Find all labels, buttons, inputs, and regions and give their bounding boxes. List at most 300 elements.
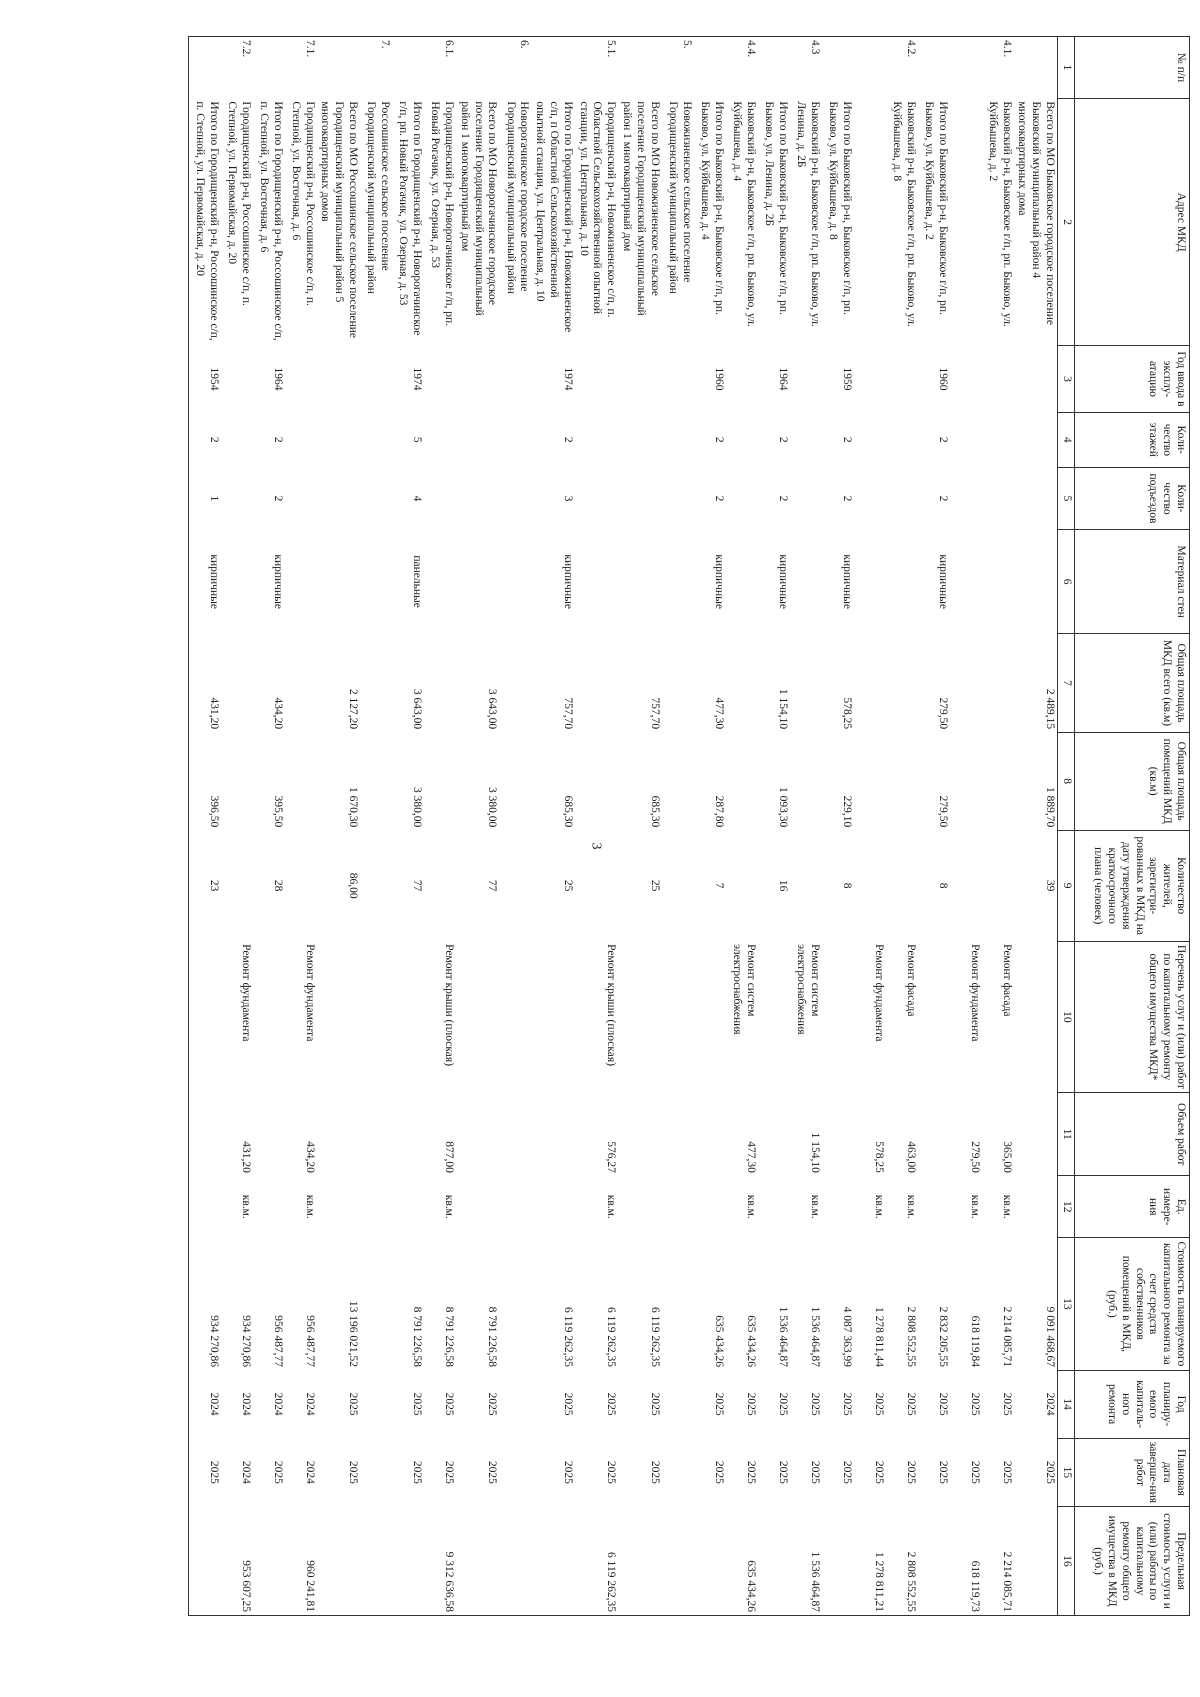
column-number: 6: [1058, 529, 1075, 634]
table-cell: кв.м.: [872, 1194, 885, 1219]
table-cell: 2025: [840, 1460, 853, 1484]
column-header: Количество жителей, зарегистри-рованных в МКД на дату утверждения краткосрочного плана (человек): [1075, 830, 1190, 941]
table-cell: 956 487,77: [303, 1315, 316, 1367]
header-row: [1075, 37, 1190, 1616]
table-cell: 2025: [712, 1392, 725, 1416]
table-cell: [726, 468, 758, 530]
table-cell: Ремонт фундамента: [872, 944, 885, 1042]
table-row: [726, 37, 758, 1616]
table-cell: [950, 346, 982, 412]
table-cell: Итого по Быковский р-н, Быковское г/п, рп. Быково, ул. Куйбышева, д. 2: [922, 101, 949, 315]
table-cell: [790, 634, 822, 732]
table-cell: [982, 732, 1014, 830]
table-cell: [499, 941, 531, 1092]
column-number: 8: [1058, 732, 1075, 830]
table-cell: [982, 346, 1014, 412]
table-cell: [1014, 1507, 1058, 1616]
table-cell: 1964: [271, 367, 284, 391]
table-cell: кирпичные: [936, 554, 949, 609]
table-cell: [531, 37, 574, 99]
table-row: [854, 37, 886, 1616]
table-cell: 4: [411, 495, 424, 502]
table-cell: [221, 412, 253, 467]
table-cell: 2025: [936, 1460, 949, 1484]
table-cell: 463,00: [904, 1141, 917, 1173]
table-cell: 2: [271, 436, 284, 443]
table-row: [221, 37, 253, 1616]
table-cell: [499, 732, 531, 830]
table-cell: 25: [561, 879, 574, 892]
table-cell: [424, 468, 456, 530]
table-cell: [618, 346, 661, 412]
table-cell: [456, 412, 499, 467]
table-cell: [253, 1176, 285, 1238]
table-cell: 2025: [411, 1392, 424, 1416]
table-cell: кирпичные: [712, 554, 725, 609]
table-cell: [726, 529, 758, 634]
column-header: Плановая дата заверше-ния работ: [1075, 1438, 1190, 1506]
table-cell: 279,50: [968, 1141, 981, 1173]
table-cell: [531, 941, 574, 1092]
table-cell: [1014, 529, 1058, 634]
table-cell: [456, 1507, 499, 1616]
table-cell: [499, 1093, 531, 1176]
table-cell: [886, 412, 918, 467]
table-row: [618, 37, 661, 1616]
table-cell: [392, 37, 424, 99]
table-cell: [499, 1370, 531, 1438]
table-cell: [1014, 941, 1058, 1092]
table-cell: кв.м.: [443, 1194, 456, 1219]
table-cell: 2025: [188, 1438, 221, 1506]
table-cell: [456, 529, 499, 634]
table-cell: [360, 346, 392, 412]
table-cell: [854, 412, 886, 467]
table-cell: 2 489,15: [1044, 688, 1056, 730]
table-cell: 1 154,10: [776, 688, 789, 730]
table-cell: [886, 346, 918, 412]
table-cell: 3 643,00: [486, 688, 499, 730]
table-cell: Ремонт крыши (плоская): [443, 944, 456, 1067]
table-cell: 3 380,00: [486, 786, 499, 828]
table-cell: Итого по Городищенский р-н, Новожизненское с/п, п Областной Сельскохозяйственной опытной станции, ул. Центральная, д. 10: [534, 101, 574, 333]
table-cell: [253, 941, 285, 1092]
table-cell: 1 154,10: [808, 1132, 821, 1173]
table-cell: [822, 1093, 854, 1176]
table-cell: 2024: [303, 1460, 316, 1484]
table-cell: Ремонт систем электроснабжения: [730, 944, 757, 1035]
table-cell: 2025: [808, 1460, 821, 1484]
table-row: [253, 37, 285, 1616]
table-cell: 1 670,30: [347, 786, 360, 828]
table-cell: [726, 412, 758, 467]
table-cell: [662, 1093, 694, 1176]
table-cell: 2: [776, 436, 789, 443]
table-cell: кв.м.: [605, 1194, 618, 1219]
column-number: 9: [1058, 830, 1075, 941]
table-cell: [662, 412, 694, 467]
rotated-table-container: [60, 36, 1190, 1616]
table-cell: [1014, 468, 1058, 530]
table-cell: [618, 1507, 661, 1616]
table-cell: [726, 830, 758, 941]
table-cell: [886, 634, 918, 732]
table-cell: [918, 1176, 950, 1238]
column-number: 2: [1058, 98, 1075, 346]
table-cell: [424, 634, 456, 732]
table-cell: 2024: [1044, 1392, 1056, 1416]
table-cell: кв.м.: [968, 1194, 981, 1219]
table-cell: 934 270,86: [239, 1315, 252, 1367]
table-row: [822, 37, 854, 1616]
table-cell: [982, 412, 1014, 467]
table-cell: 1960: [936, 367, 949, 391]
table-cell: [285, 529, 317, 634]
table-cell: [499, 1176, 531, 1238]
table-cell: [758, 1093, 790, 1176]
table-cell: 2025: [486, 1392, 499, 1416]
table-cell: [285, 830, 317, 941]
table-cell: 25: [648, 879, 661, 892]
table-cell: 3: [561, 495, 574, 502]
table-cell: 2025: [605, 1392, 618, 1416]
table-cell: 396,50: [188, 732, 221, 830]
table-cell: [854, 37, 886, 99]
table-cell: кв.м.: [744, 1194, 757, 1219]
table-cell: 477,30: [744, 1141, 757, 1173]
table-cell: 6 119 262,35: [648, 1307, 661, 1367]
table-cell: 2: [840, 436, 853, 443]
table-cell: 6.: [499, 37, 531, 99]
table-cell: [285, 412, 317, 467]
table-cell: 28: [271, 879, 284, 892]
table-cell: [618, 37, 661, 99]
table-cell: [456, 1093, 499, 1176]
table-cell: [726, 346, 758, 412]
table-cell: 434,20: [271, 697, 284, 730]
table-cell: [360, 529, 392, 634]
table-cell: 2025: [872, 1392, 885, 1416]
table-cell: 8: [936, 882, 949, 889]
table-cell: [424, 412, 456, 467]
table-cell: 6 119 262,35: [605, 1307, 618, 1367]
table-cell: [1014, 346, 1058, 412]
table-cell: [822, 941, 854, 1092]
table-cell: [188, 1176, 221, 1238]
table-cell: Итого по Быковский р-н, Быковское г/п, рп. Быково, ул. Куйбышева, д. 8: [826, 101, 853, 315]
table-cell: [188, 37, 221, 99]
column-number: 5: [1058, 468, 1075, 530]
table-cell: 431,20: [188, 634, 221, 732]
table-cell: [188, 1507, 221, 1616]
table-cell: 4.3: [790, 37, 822, 99]
table-cell: [854, 98, 886, 346]
table-cell: 1 278 811,21: [854, 1507, 886, 1616]
table-cell: 2025: [776, 1460, 789, 1484]
table-cell: [790, 830, 822, 941]
table-cell: 5.: [662, 37, 694, 99]
table-cell: Городищенский р-н, Новорогачинское г/п, рп. Новый Рогачик, ул. Озерная, д. 53: [429, 101, 456, 327]
table-cell: 2024: [239, 1392, 252, 1416]
table-cell: [499, 1507, 531, 1616]
table-cell: 2025: [840, 1392, 853, 1416]
table-cell: Быковский р-н, Быковское г/п, рп. Быково, ул. Куйбышева, д. 2: [986, 101, 1013, 327]
table-cell: [726, 634, 758, 732]
table-cell: кирпичные: [271, 554, 284, 609]
table-cell: 2: [712, 436, 725, 443]
table-cell: Ремонт крыши (плоская): [605, 944, 618, 1067]
table-cell: [662, 1370, 694, 1438]
table-cell: [317, 1507, 360, 1616]
table-cell: [360, 941, 392, 1092]
table-cell: Городищенский р-н, Россошинское с/п, п. Степной, ул. Первомайская, д. 20: [225, 101, 252, 306]
table-cell: [392, 1507, 424, 1616]
table-row: [188, 37, 221, 1616]
table-row: [1014, 37, 1058, 1616]
table-cell: [662, 732, 694, 830]
table-cell: 8: [840, 882, 853, 889]
table-cell: 2025: [648, 1392, 661, 1416]
table-cell: [950, 830, 982, 941]
table-cell: [662, 1238, 694, 1370]
table-cell: [662, 1176, 694, 1238]
table-cell: кирпичные: [840, 554, 853, 609]
column-header: Ед. измере-ния: [1075, 1176, 1190, 1238]
table-cell: Ремонт фундамента: [968, 944, 981, 1042]
table-cell: 5.1.: [575, 37, 618, 99]
table-row: [982, 37, 1014, 1616]
column-number: 4: [1058, 412, 1075, 467]
table-cell: [531, 1507, 574, 1616]
column-header: Объем работ: [1075, 1093, 1190, 1176]
table-cell: 934 270,86: [188, 1238, 221, 1370]
table-row: [790, 37, 822, 1616]
table-cell: 2025: [411, 1460, 424, 1484]
table-cell: [456, 1176, 499, 1238]
table-cell: [360, 1238, 392, 1370]
table-cell: [499, 468, 531, 530]
table-cell: [790, 412, 822, 467]
table-cell: 576,27: [605, 1141, 618, 1173]
table-cell: 2025: [712, 1460, 725, 1484]
table-cell: 279,50: [936, 795, 949, 828]
table-cell: [499, 529, 531, 634]
table-cell: 7.: [360, 37, 392, 99]
table-cell: [918, 1507, 950, 1616]
table-cell: 2: [561, 436, 574, 443]
table-cell: Ремонт фундамента: [303, 944, 316, 1042]
table-cell: 3 643,00: [411, 688, 424, 730]
table-cell: 2 808 552,55: [886, 1507, 918, 1616]
table-cell: 1960: [712, 367, 725, 391]
table-cell: [950, 634, 982, 732]
table-cell: 3 380,00: [411, 786, 424, 828]
table-cell: [662, 941, 694, 1092]
column-number: 11: [1058, 1093, 1075, 1176]
table-cell: [854, 830, 886, 941]
column-header: Стоимость планируемого капитального ремонта за счет средств собственников помещений в МКД, (руб.): [1075, 1238, 1190, 1370]
table-cell: [790, 732, 822, 830]
table-cell: 2: [936, 495, 949, 502]
table-cell: 77: [486, 879, 499, 892]
table-cell: Всего по МО Россошинское сельское поселение Городищенский муниципальный район 5 многоквартирных домов: [319, 101, 360, 338]
table-cell: 7.1.: [285, 37, 317, 99]
table-cell: [317, 346, 360, 412]
table-cell: Всего по МО Быковское городское поселение Быковский муниципальный район 4 многоквартирных дома: [1016, 101, 1056, 326]
table-cell: 2025: [347, 1392, 360, 1416]
table-row: [424, 37, 456, 1616]
table-cell: 2025: [776, 1392, 789, 1416]
table-cell: [982, 468, 1014, 530]
table-cell: [360, 1507, 392, 1616]
table-cell: [662, 1507, 694, 1616]
table-row: [499, 37, 531, 1616]
table-cell: 279,50: [936, 697, 949, 730]
table-cell: 2024: [188, 1370, 221, 1438]
table-cell: [618, 941, 661, 1092]
column-header: Коли-чество этажей: [1075, 412, 1190, 467]
table-cell: [618, 468, 661, 530]
table-cell: [758, 1176, 790, 1238]
table-cell: кв.м.: [239, 1194, 252, 1219]
table-cell: 5: [411, 436, 424, 443]
table-cell: 1 536 464,87: [808, 1306, 821, 1367]
table-cell: [1014, 1176, 1058, 1238]
table-row: [392, 37, 424, 1616]
table-cell: 2024: [271, 1392, 284, 1416]
table-cell: [424, 830, 456, 941]
table-cell: [221, 468, 253, 530]
table-cell: Новорогачинское городское поселение Городищенский муниципальный район: [504, 101, 531, 294]
table-cell: 2 127,20: [347, 688, 360, 730]
table-cell: 395,50: [271, 795, 284, 828]
table-cell: 956 487,77: [271, 1315, 284, 1367]
table-cell: [360, 468, 392, 530]
table-cell: Ремонт фасада: [1000, 944, 1013, 1017]
table-row: [694, 37, 726, 1616]
table-body: [188, 37, 1057, 1616]
table-cell: 635 434,26: [744, 1315, 757, 1367]
column-header: Перечень услуг и (или) работ по капитальному ремонту общего имущества МКД*: [1075, 941, 1190, 1092]
table-cell: [618, 1176, 661, 1238]
table-cell: [726, 732, 758, 830]
table-cell: 2025: [1044, 1460, 1056, 1484]
table-cell: [886, 468, 918, 530]
table-cell: Быковский р-н, Быковское г/п, рп. Быково, ул. Куйбышева, д. 8: [890, 101, 917, 327]
table-cell: Ремонт систем электроснабжения: [794, 944, 821, 1035]
table-cell: [285, 468, 317, 530]
table-cell: [822, 37, 854, 99]
table-cell: [662, 529, 694, 634]
table-cell: 2024: [303, 1392, 316, 1416]
table-cell: [360, 732, 392, 830]
table-cell: [1014, 1093, 1058, 1176]
table-cell: [392, 1093, 424, 1176]
table-cell: [317, 529, 360, 634]
table-cell: [918, 941, 950, 1092]
table-cell: [950, 732, 982, 830]
table-cell: Новожизненское сельское поселение Городищенский муниципальный район: [666, 101, 693, 294]
table-cell: [854, 529, 886, 634]
table-cell: Итого по Быковский р-н, Быковское г/п, рп. Быково, ул. Ленина, д. 2Б: [762, 101, 789, 315]
table-cell: [694, 941, 726, 1092]
table-row: [456, 37, 499, 1616]
table-cell: 1974: [411, 367, 424, 391]
table-cell: 1 536 464,87: [776, 1306, 789, 1367]
table-cell: кв.м.: [303, 1194, 316, 1219]
table-cell: [950, 529, 982, 634]
table-cell: [221, 732, 253, 830]
column-number: 14: [1058, 1370, 1075, 1438]
table-cell: 960 241,81: [285, 1507, 317, 1616]
column-number: 12: [1058, 1176, 1075, 1238]
table-cell: [424, 529, 456, 634]
table-cell: Итого по Городищенский р-н, Россошинское с/п, п. Степной, ул. Первомайская, д. 20: [188, 98, 221, 346]
table-cell: [317, 468, 360, 530]
table-cell: [886, 830, 918, 941]
table-cell: [456, 346, 499, 412]
table-cell: 2 214 085,71: [982, 1507, 1014, 1616]
table-cell: 2: [188, 412, 221, 467]
table-cell: кирпичные: [188, 529, 221, 634]
table-cell: [221, 830, 253, 941]
table-cell: 2: [776, 495, 789, 502]
table-cell: 1974: [561, 367, 574, 391]
table-cell: [188, 941, 221, 1092]
table-cell: 2025: [936, 1392, 949, 1416]
table-cell: [950, 412, 982, 467]
table-cell: [854, 346, 886, 412]
table-cell: Итого по Быковский р-н, Быковское г/п, рп. Быково, ул. Куйбышева, д. 4: [698, 101, 725, 315]
table-cell: Всего по МО Новорогачинское городское поселение Городищенский муниципальный район 1 многоквартирный дом: [458, 101, 499, 316]
table-cell: 4.2.: [886, 37, 918, 99]
table-cell: 7: [712, 882, 725, 889]
table-cell: 877,00: [443, 1141, 456, 1173]
column-header: № п/п: [1075, 37, 1190, 99]
table-cell: 6 119 262,35: [575, 1507, 618, 1616]
table-cell: [253, 1507, 285, 1616]
table-cell: 2 214 085,71: [1000, 1306, 1013, 1367]
table-cell: [758, 941, 790, 1092]
table-cell: [1014, 412, 1058, 467]
table-cell: [982, 634, 1014, 732]
table-cell: [618, 529, 661, 634]
table-cell: 2 808 552,55: [904, 1306, 917, 1367]
table-cell: 1 536 464,87: [790, 1507, 822, 1616]
table-cell: [662, 634, 694, 732]
table-cell: [575, 412, 618, 467]
table-cell: Городищенский р-н, Новожизненское с/п, п. Областной Сельскохозяйственной опытной станции, ул. Центральная, д. 10: [577, 101, 618, 318]
table-cell: 229,10: [840, 795, 853, 828]
table-cell: 635 434,26: [726, 1507, 758, 1616]
table-cell: [575, 732, 618, 830]
table-cell: [575, 634, 618, 732]
table-cell: 2025: [744, 1460, 757, 1484]
table-cell: [317, 1093, 360, 1176]
table-cell: [575, 830, 618, 941]
table-cell: 2025: [744, 1392, 757, 1416]
column-number: 13: [1058, 1238, 1075, 1370]
table-cell: [575, 468, 618, 530]
table-row: [317, 37, 360, 1616]
table-cell: [694, 1507, 726, 1616]
table-cell: 2025: [443, 1460, 456, 1484]
table-cell: Итого по Городищенский р-н, Новорогачинское г/п, рп. Новый Рогачик, ул. Озерная, д. 53: [397, 101, 424, 336]
table-cell: кирпичные: [776, 554, 789, 609]
table-cell: Быковский р-н, Быковское г/п, рп. Быково, ул. Ленина, д. 2Б: [794, 101, 821, 327]
table-cell: [854, 634, 886, 732]
column-header: Материал стен: [1075, 529, 1190, 634]
